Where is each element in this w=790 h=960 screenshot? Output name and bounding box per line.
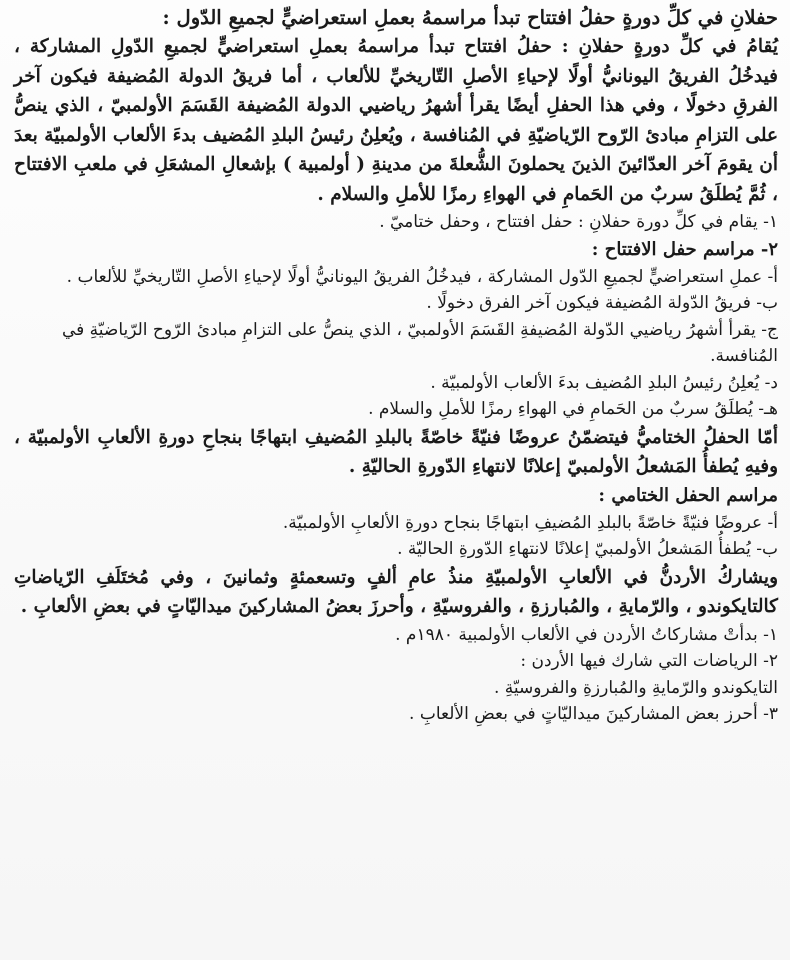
jordan-item-3: ٣- أحرز بعض المشاركينَ ميداليّاتٍ في بعضِ الألعابِ . xyxy=(409,704,778,724)
closing-item-a: أ- عروضًا فنيّةً خاصّةً بالبلدِ المُضيفِ ابتهاجًا بنجاح دورةِ الألعابِ الأولمبيّة. xyxy=(282,512,778,533)
title-text: حفلُ افتتاح تبدأ مراسمهُ بعملِ استعراضيٍّ لجميعِ الدّول : xyxy=(162,6,616,29)
intro-paragraph: يُقامُ في كلِّ دورةٍ حفلانِ : حفلُ افتتاح تبدأ مراسمهُ بعملِ استعراضيٍّ لجميعِ الدّولِ المشاركة ، فيدخُلُ الفريقُ اليونانيُّ أولًا لإحياءِ الأصلِ التّاريخيِّ للألعاب ، أما فريقُ الدولة المُضيفة فيكون آخر الفرقِ دخولًا ، وفي هذا الحفلِ أيضًا يقرأ أشهرُ رياضيي الدولة المُضيفة القَسَمَ الأولمبيّ ، الذي ينصُّ على التزامِ مبادئ الرّوح الرّياضيّةِ في المُنافسة ، ويُعلِنُ رئيسُ البلدِ المُضيف بدءَ الألعاب الأولمبيّة بعدَ أن يقومَ آخر العدّائينَ الذينَ يحملونَ الشُّعلةَ من مدينةِ ( أولمبية ) بإشعالِ المشعَلِ في ملعبِ الافتتاح ، ثُمَّ يُطلَقُ سربٌ من الحَمامِ في الهواءِ رمزًا للأملِ والسلام . xyxy=(14,36,778,205)
document-title xyxy=(14,4,778,32)
opening-item-e: هـ- يُطلَقُ سربٌ من الحَمامِ في الهواءِ رمزًا للأملِ والسلام . xyxy=(368,399,778,419)
jordan-item-2: ٢- الرياضات التي شارك فيها الأردن : xyxy=(520,651,778,671)
opening-item-a: أ- عملِ استعراضيٍّ لجميعِ الدّول المشاركة ، فيدخُلُ الفريقُ اليونانيُّ أولًا لإحياءِ الأصلِ التّاريخيِّ للألعاب . xyxy=(66,266,778,287)
summary-item-1: ١- يقام في كلِّ دورة حفلانِ : حفل افتتاح ، وحفل ختاميّ . xyxy=(379,212,778,232)
opening-item-c: ج- يقرأ أشهرُ رياضيي الدّولة المُضيفةِ القَسَمَ الأولمبيّ ، الذي ينصُّ على التزامِ مبادئ الرّوح الرّياضيّةِ في المُنافسة. xyxy=(61,319,778,366)
opening-item-d: د- يُعلِنُ رئيسُ البلدِ المُضيف بدءَ الألعاب الأولمبيّة . xyxy=(430,372,778,393)
jordan-item-1: ١- بدأتْ مشاركاتُ الأردن في الألعاب الأولمبية ١٩٨٠م . xyxy=(395,624,778,645)
jordan-item-2-detail: التايكوندو والرّمايةِ والمُبارزةِ والفروسيّةِ . xyxy=(494,677,778,698)
opening-item-b: ب- فريقُ الدّولة المُضيفة فيكون آخر الفرق دخولًا . xyxy=(426,293,778,313)
closing-heading: مراسم الحفل الختامي : xyxy=(598,484,778,506)
jordan-paragraph: ويشاركُ الأردنُّ في الألعابِ الأولمبيّةِ منذُ عامِ ألفٍ وتسعمئةٍ وثمانينَ ، وفي مُختَلَفِ الرّياضاتِ كالتايكوندو ، والرّمايةِ ، والمُبارزةِ ، والفروسيّةِ ، وأحرزَ بعضُ المشاركينَ ميداليّاتٍ في بعضِ الألعابِ . xyxy=(14,566,778,617)
title-prefix: حفلانِ في كلِّ دورةٍ xyxy=(622,6,778,29)
closing-item-b: ب- يُطفأُ المَشعلُ الأولمبيّ إعلانًا لانتهاءِ الدّورةِ الحاليّة . xyxy=(397,539,778,559)
opening-heading: ٢- مراسم حفل الافتتاح : xyxy=(591,238,778,260)
closing-paragraph: أمّا الحفلُ الختاميُّ فيتضمّنُ عروضًا فنيّةً خاصّةً بالبلدِ المُضيفِ ابتهاجًا بنجاحِ دورةِ الألعابِ الأولمبيّة ، وفيهِ يُطفأُ المَشعلُ الأولمبيّ إعلانًا لانتهاءِ الدّورةِ الحاليّةِ . xyxy=(14,426,778,477)
